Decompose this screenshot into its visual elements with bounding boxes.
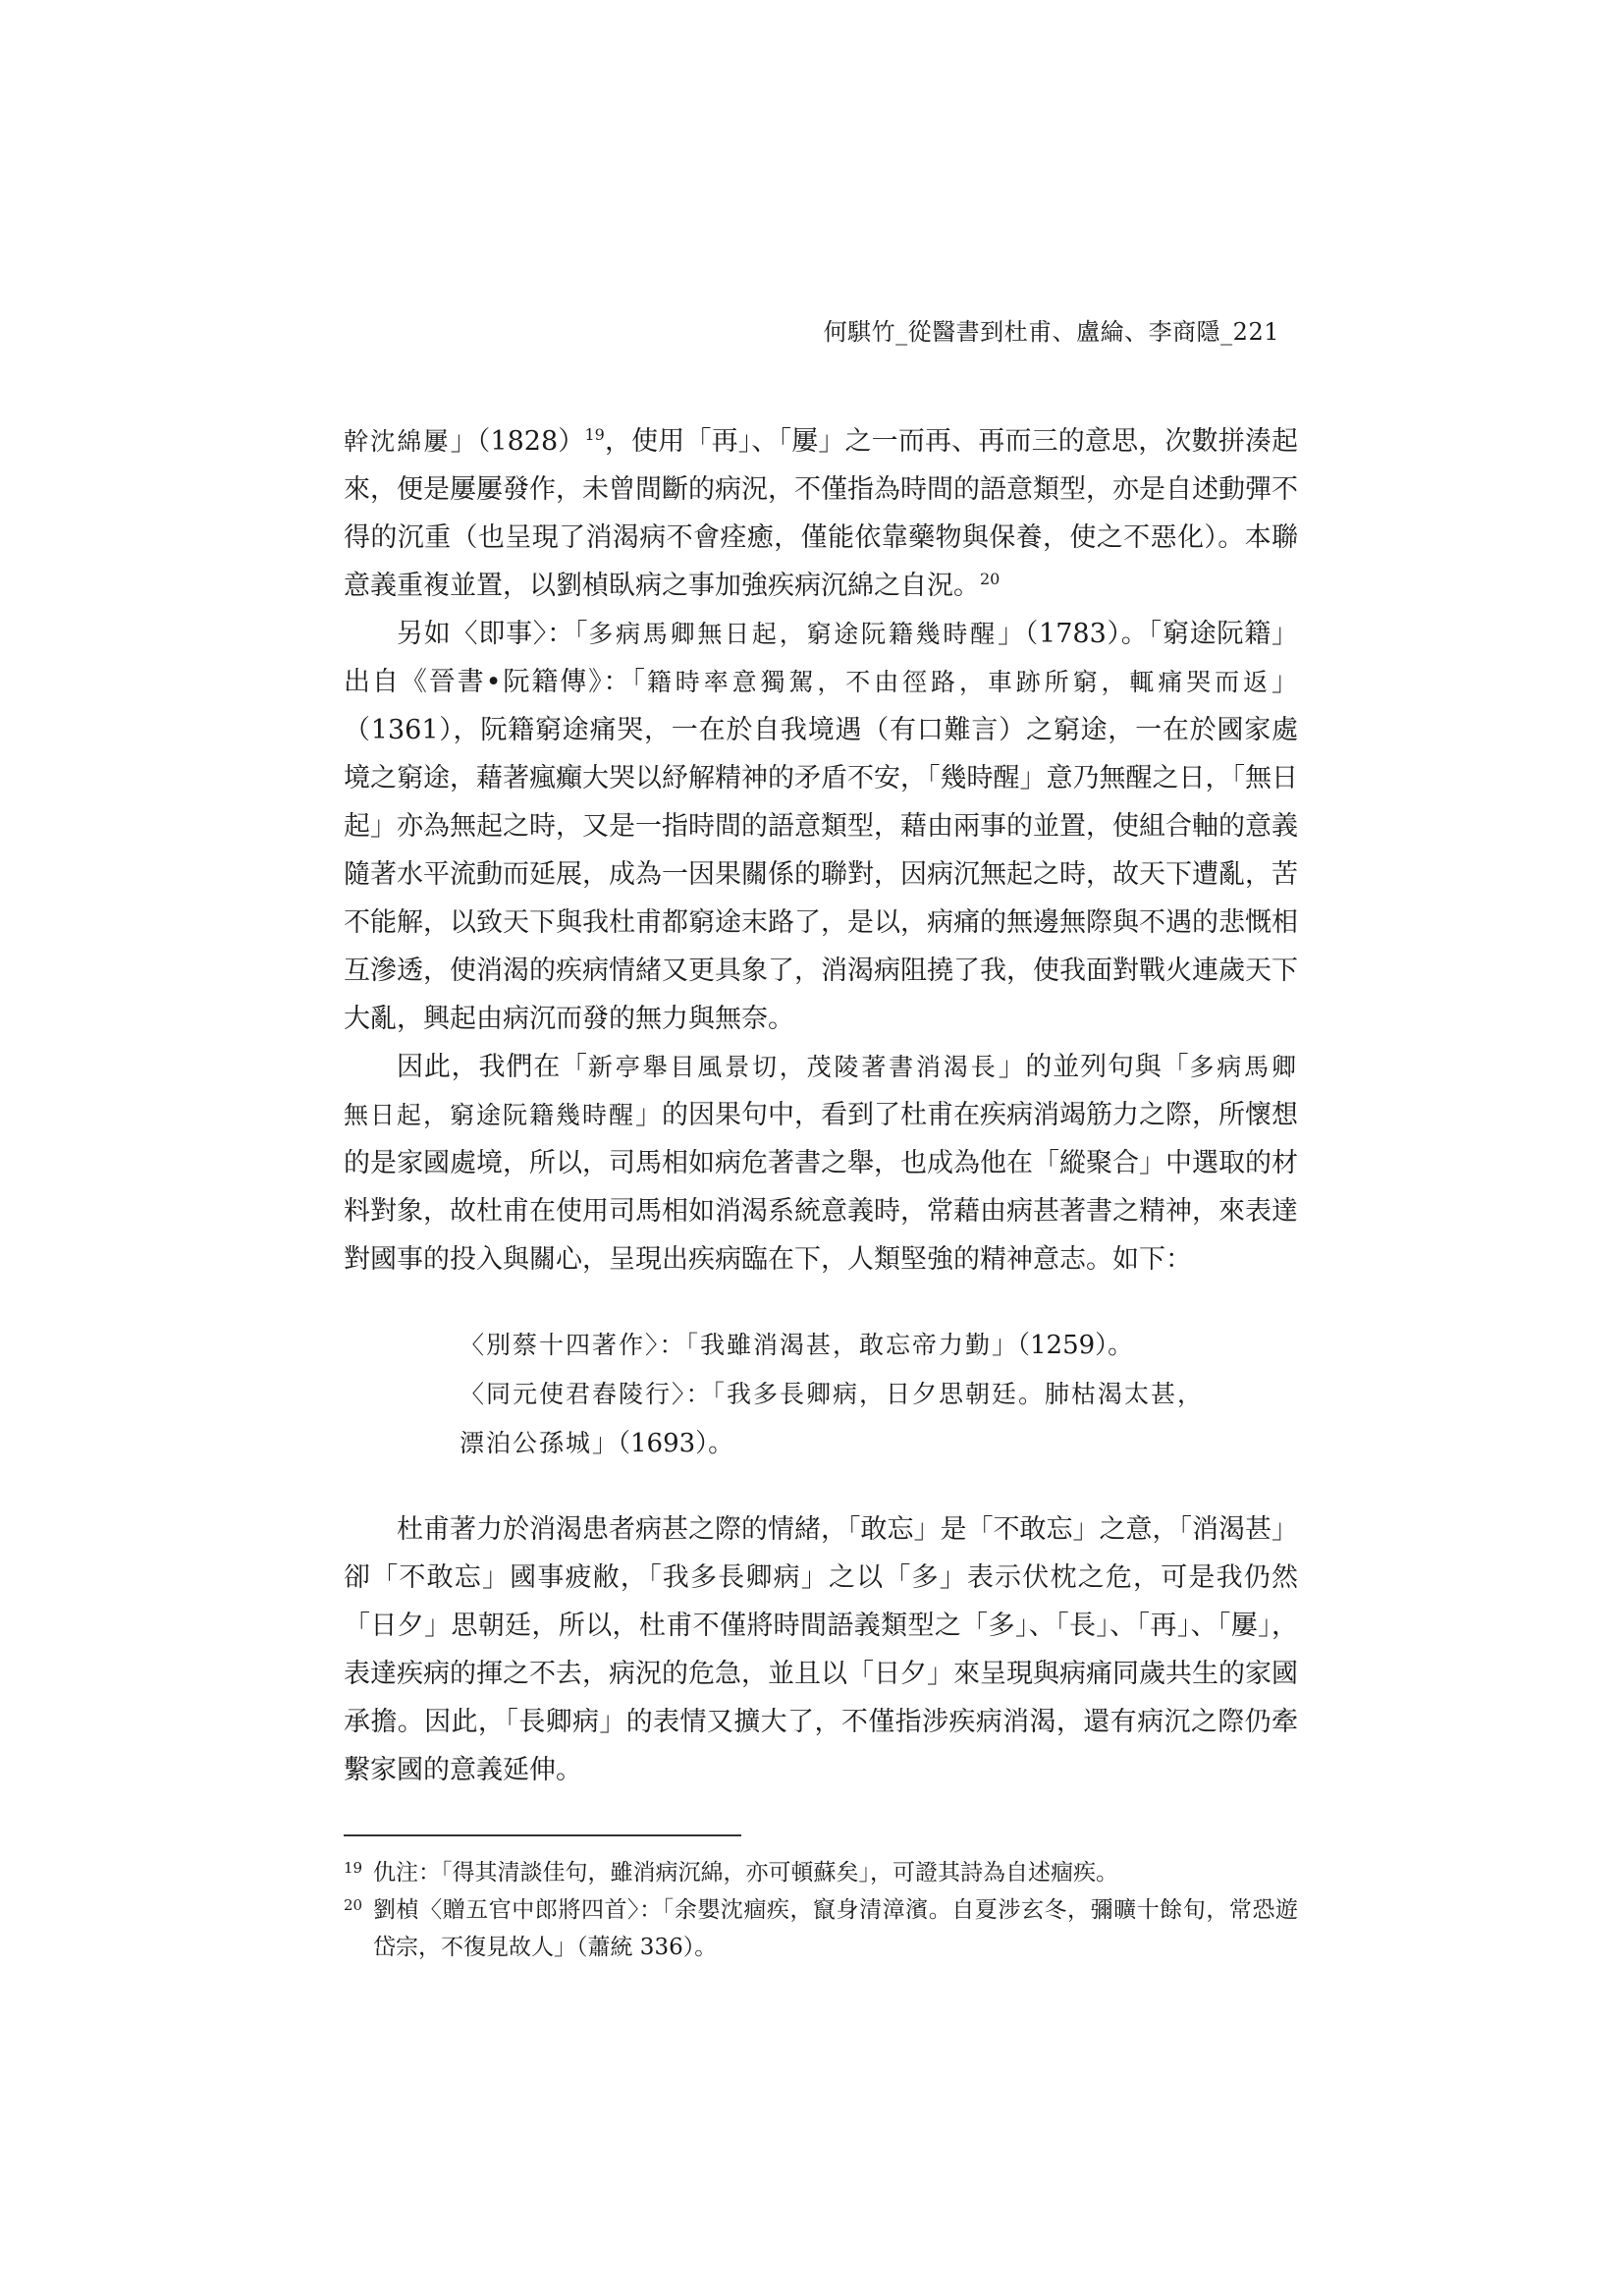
poem-quote: 多病馬卿無日起，窮途阮籍幾時醒 <box>588 620 998 648</box>
text-run: 」（1828） <box>450 426 585 457</box>
footnote-20 <box>344 1891 1298 1966</box>
poem-quote: 新亭舉目風景切，茂陵著書消渴長 <box>587 1053 999 1081</box>
paragraph-1 <box>344 417 1298 610</box>
running-header: 何騏竹_從醫書到杜甫、盧綸、李商隱_221 <box>823 318 1279 346</box>
text-run: 」（1361），阮籍窮途痛哭，一在於自我境遇（有口難言）之窮途，一在於國家處境之窮途，藉著瘋癲大哭以紓解精神的矛盾不安，「幾時醒」意乃無醒之日，「無日起」亦為無起之時，又是一指時間的語意類型，藉由兩事的並置，使組合軸的意義隨著水平流動而延展，成為一因果關係的聯對，因病沉無起之時，故天下遭亂，苦不能解，以致天下與我杜甫都窮途末路了，是以，病痛的無邊無際與不遇的悲慨相互滲透，使消渴的疾病情緒又更具象了，消渴病阻撓了我，使我面對戰火連歲天下大亂，興起由病沉而發的無力與無奈。 <box>344 667 1298 1034</box>
quote-line-3 <box>460 1419 1298 1468</box>
footnote-number: 20 <box>344 1896 363 1914</box>
poem-quote: 多病馬卿無日起，窮途阮籍幾時醒 <box>344 1053 1298 1129</box>
text-run: 」（1693）。 <box>592 1429 734 1458</box>
poem-quote: 幹沈綿屢 <box>344 427 451 456</box>
main-text <box>344 417 1298 1794</box>
poem-quote: 〈同元使君舂陵行〉：「我多長卿病，日夕思朝廷。肺枯渴太甚， <box>460 1380 1205 1408</box>
source-quote: 籍時率意獨駕，不由徑路，車跡所窮，輒痛哭而返 <box>646 668 1271 696</box>
paragraph-4: 杜甫著力於消渴患者病甚之際的情緒，「敢忘」是「不敢忘」之意，「消渴甚」卻「不敢忘」國事疲敝，「我多長卿病」之以「多」表示伏枕之危，可是我仍然「日夕」思朝廷，所以，杜甫不僅將時間語義類型之「多」、「長」、「再」、「屢」，表達疾病的揮之不去，病況的危急，並且以「日夕」來呈現與病痛同歲共生的家國承擔。因此，「長卿病」的表情又擴大了，不僅指涉疾病消渴，還有病沉之際仍牽繫家國的意義延伸。 <box>344 1514 1298 1785</box>
footnotes <box>344 1854 1298 1966</box>
poem-quote: 漂泊公孫城 <box>460 1429 593 1457</box>
text-run: 」（1259）。 <box>992 1331 1134 1360</box>
footnote-text: 仇注：「得其清談佳句，雖消病沉綿，亦可頓蘇矣」，可證其詩為自述痼疾。 <box>373 1860 1118 1886</box>
text-run: 」的並列句與「 <box>998 1052 1190 1082</box>
footnote-divider <box>344 1834 741 1836</box>
text-run: 」的因果句中，看到了杜甫在疾病消竭筋力之際，所懷想的是家國處境，所以，司馬相如病危著書之舉，也成為他在「縱聚合」中選取的材料對象，故杜甫在使用司馬相如消渴系統意義時，常藉由病甚著書之精神，來表達對國事的投入與關心，呈現出疾病臨在下，人類堅強的精神意志。如下： <box>344 1100 1299 1275</box>
text-run: 因此，我們在「 <box>397 1052 588 1082</box>
poem-quote: 〈別蔡十四著作〉：「我雖消渴甚，敢忘帝力勤 <box>460 1331 993 1359</box>
text-run: 」（1783）。「窮途阮籍」出自《晉書•阮籍傳》：「 <box>344 619 1298 697</box>
text-run: 另如〈即事〉：「 <box>397 619 589 649</box>
footnote-text: 劉楨〈贈五官中郎將四首〉：「余嬰沈痼疾，竄身清漳濱。自夏涉玄冬，彌曠十餘旬，常恐遊岱宗，不復見故人」（蕭統 336）。 <box>373 1897 1298 1960</box>
block-quote <box>460 1321 1298 1468</box>
footnote-19 <box>344 1854 1298 1891</box>
footnote-ref-19[interactable]: 19 <box>584 425 605 444</box>
footnote-number: 19 <box>344 1859 363 1877</box>
quote-line-1 <box>460 1321 1298 1370</box>
footnote-ref-20[interactable]: 20 <box>980 570 1001 588</box>
quote-line-2 <box>460 1370 1298 1419</box>
paragraph-2 <box>344 610 1298 1043</box>
text-run: ，使用「再」、「屢」之一而再、再而三的意思，次數拼湊起來，便是屢屢發作，未曾間斷的病況，不僅指為時間的語意類型，亦是自述動彈不得的沉重（也呈現了消渴病不會痊癒，僅能依靠藥物與保養，使之不惡化）。本聯意義重複並置，以劉楨臥病之事加強疾病沉綿之自況。 <box>344 426 1298 601</box>
paragraph-3 <box>344 1043 1298 1284</box>
